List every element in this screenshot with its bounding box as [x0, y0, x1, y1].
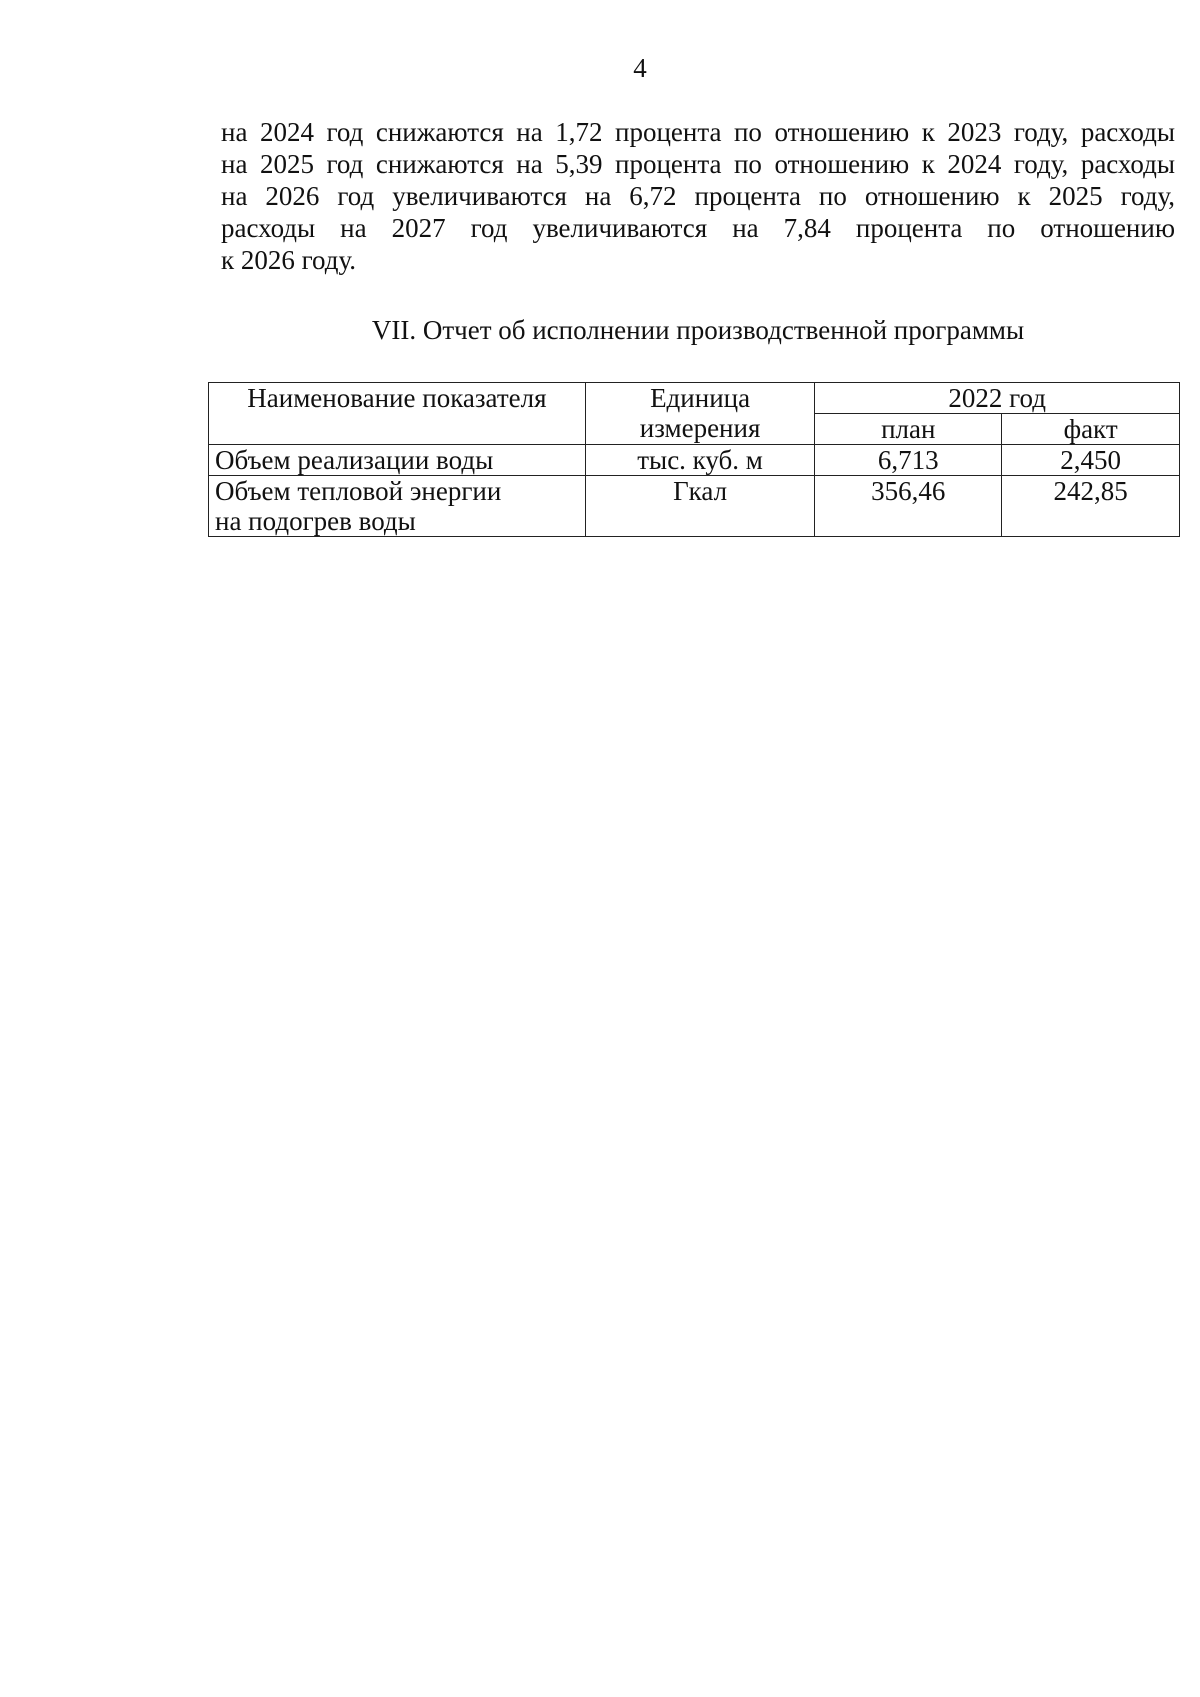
- header-unit: [585, 383, 815, 445]
- header-plan: план: [815, 414, 1002, 445]
- cell-indicator-name-line1: Объем реализации воды: [215, 445, 494, 475]
- cell-indicator-name: [209, 476, 586, 537]
- header-unit-line1: Единица: [650, 383, 751, 413]
- header-indicator-name-label: Наименование показателя: [247, 383, 547, 413]
- header-unit-line2: измерения: [639, 413, 761, 443]
- cell-indicator-name-line1: Объем тепловой энергии: [215, 476, 502, 506]
- cell-unit: Гкал: [585, 476, 815, 537]
- table-header-row: [209, 383, 1180, 414]
- paragraph-line: расходы на 2027 год увеличиваются на 7,84 процента по отношению: [221, 213, 1175, 243]
- table-row: [209, 476, 1180, 537]
- body-paragraph: [221, 116, 1175, 276]
- section-title: VII. Отчет об исполнении производственной программы: [371, 315, 1025, 345]
- cell-fact: 2,450: [1002, 445, 1180, 476]
- header-year: 2022 год: [815, 383, 1180, 414]
- cell-unit: тыс. куб. м: [585, 445, 815, 476]
- cell-fact: 242,85: [1002, 476, 1180, 537]
- header-indicator-name: [209, 383, 586, 445]
- paragraph-line: на 2026 год увеличиваются на 6,72 процента по отношению к 2025 году,: [221, 181, 1175, 211]
- paragraph-line: к 2026 году.: [221, 245, 357, 275]
- cell-plan: 6,713: [815, 445, 1002, 476]
- cell-indicator-name-line2: на подогрев воды: [215, 506, 416, 536]
- table-row: [209, 445, 1180, 476]
- cell-indicator-name: [209, 445, 586, 476]
- production-program-table: [208, 382, 1180, 537]
- paragraph-line: на 2024 год снижаются на 1,72 процента по отношению к 2023 году, расходы: [221, 117, 1175, 147]
- page-number: 4: [633, 53, 647, 83]
- cell-plan: 356,46: [815, 476, 1002, 537]
- paragraph-line: на 2025 год снижаются на 5,39 процента по отношению к 2024 году, расходы: [221, 149, 1175, 179]
- header-fact: факт: [1002, 414, 1180, 445]
